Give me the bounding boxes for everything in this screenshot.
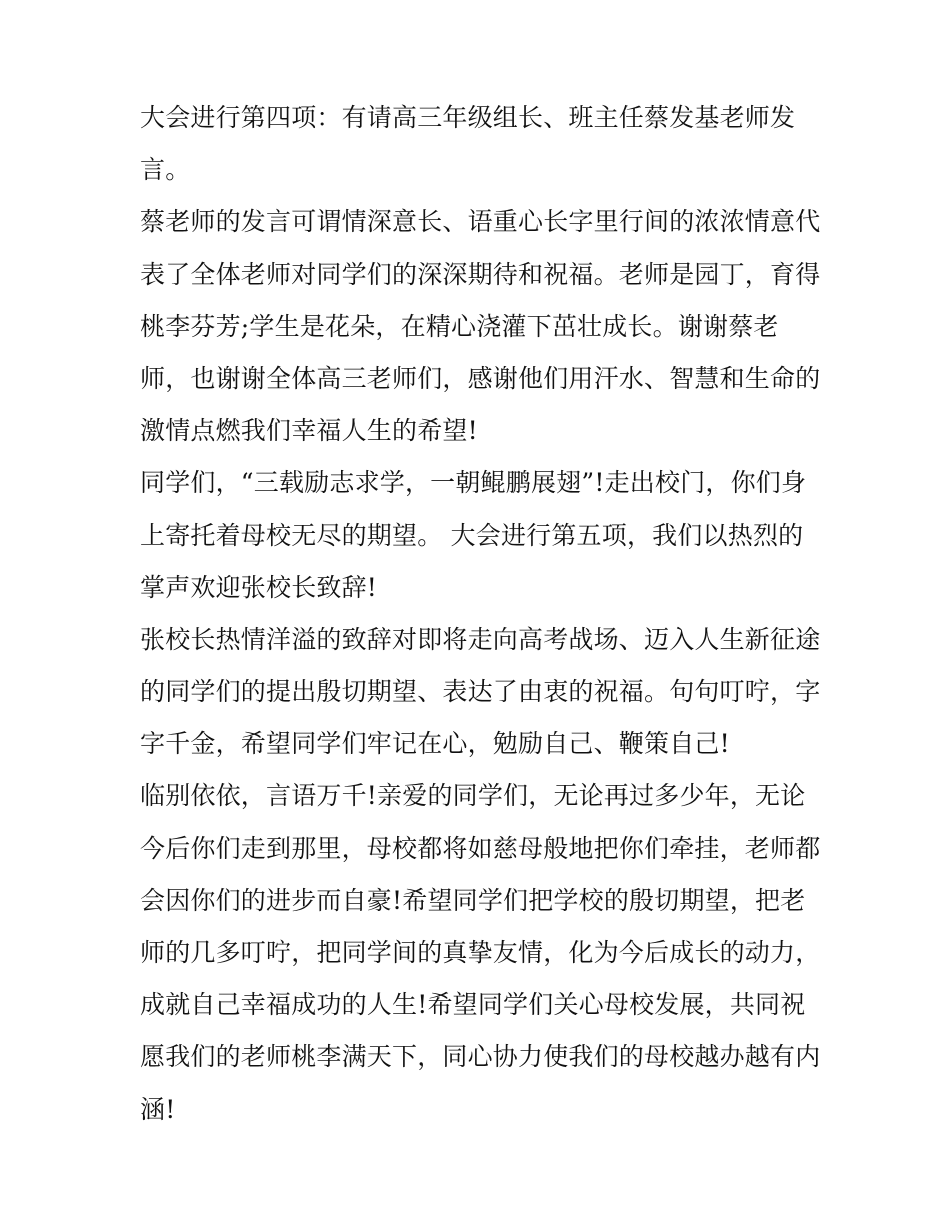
text-line: 师的几多叮咛，把同学间的真挚友情，化为今后成长的动力， (140, 938, 821, 967)
text-line: 蔡老师的发言可谓情深意长、语重心长字里行间的浓浓情意代 (140, 207, 821, 237)
text-line: 临别依依，言语万千!亲爱的同学们，无论再过多少年，无论 (140, 781, 806, 811)
text-line: 张校长热情洋溢的致辞对即将走向高考战场、迈入人生新征途 (140, 624, 821, 654)
text-line: 的同学们的提出殷切期望、表达了由衷的祝福。句句叮咛，字 (140, 677, 821, 707)
text-line: 同学们，“三载励志求学，一朝鲲鹏展翅”!走出校门，你们身 (140, 468, 807, 498)
text-line: 成就自己幸福成功的人生!希望同学们关心母校发展，共同祝 (140, 990, 806, 1020)
text-line: 表了全体老师对同学们的深深期待和祝福。老师是园丁，育得 (140, 259, 821, 289)
text-line: 激情点燃我们幸福人生的希望! (140, 416, 478, 446)
text-line: 大会进行第四项：有请高三年级组长、班主任蔡发基老师发 (140, 103, 796, 132)
text-line: 桃李芬芳;学生是花朵，在精心浇灌下茁壮成长。谢谢蔡老 (140, 311, 779, 341)
document-body (140, 105, 820, 1149)
text-line: 言。 (140, 155, 191, 185)
text-line: 掌声欢迎张校长致辞! (140, 572, 378, 602)
text-line: 愿我们的老师桃李满天下，同心协力使我们的母校越办越有内 (140, 1042, 821, 1072)
text-line: 今后你们走到那里，母校都将如慈母般地把你们牵挂，老师都 (140, 833, 821, 863)
text-line: 师，也谢谢全体高三老师们，感谢他们用汗水、智慧和生命的 (140, 363, 821, 393)
text-line: 上寄托着母校无尽的期望。 大会进行第五项，我们以热烈的 (140, 520, 804, 550)
text-line: 字千金，希望同学们牢记在心，勉励自己、鞭策自己! (140, 729, 730, 759)
text-line: 涵! (140, 1094, 176, 1124)
text-line: 会因你们的进步而自豪!希望同学们把学校的殷切期望，把老 (140, 885, 806, 915)
